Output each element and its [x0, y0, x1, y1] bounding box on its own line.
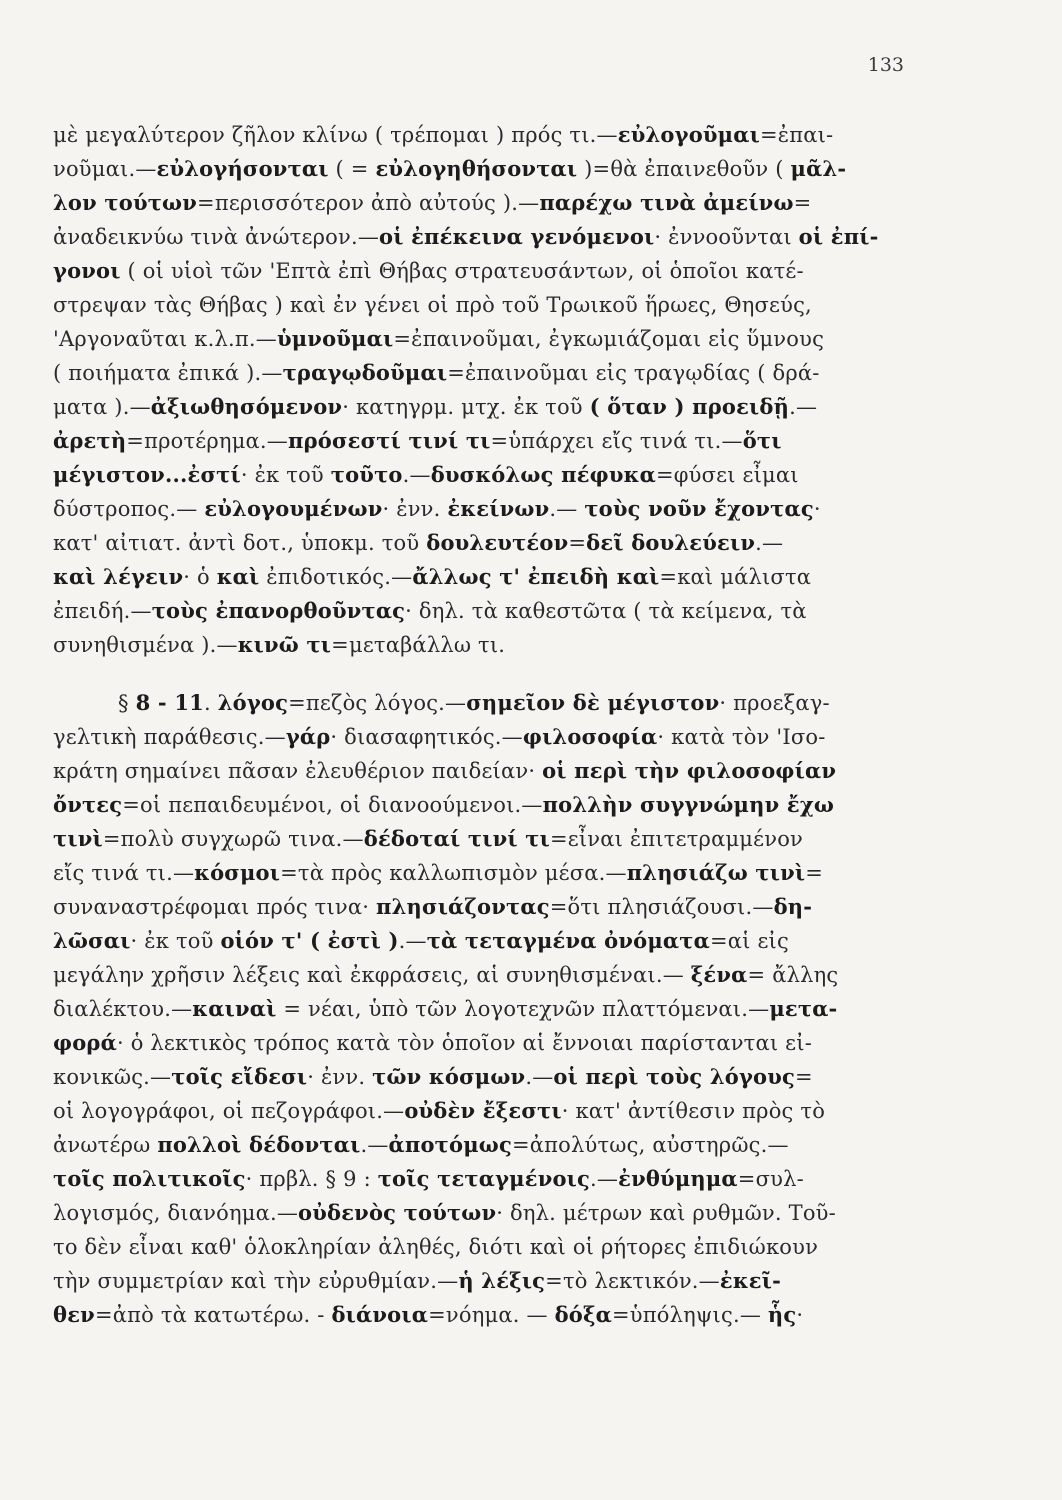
- lemma-term: λόγος: [217, 690, 289, 715]
- gloss-text: κατ' αἰτιατ. ἀντὶ δοτ., ὑποκμ. τοῦ: [53, 531, 427, 555]
- lemma-term: ξένα: [690, 962, 748, 987]
- text-line: [53, 788, 913, 822]
- lemma-term: τοῖς εἴδεσι: [171, 1064, 308, 1089]
- lemma-term: λῶσαι: [53, 928, 131, 953]
- gloss-text: μὲ μεγαλύτερον ζῆλον κλίνω ( τρέπομαι ) πρός τι.—: [53, 123, 618, 147]
- gloss-text: συναναστρέφομαι πρός τινα·: [53, 895, 377, 919]
- lemma-term: φορά: [53, 1030, 117, 1055]
- lemma-term: οἱόν τ' ( ἐστὶ ): [220, 928, 399, 953]
- lemma-term: διάνοια: [331, 1302, 429, 1327]
- lemma-term: ἧς: [767, 1302, 797, 1327]
- lemma-term: οἱ ἐπέκεινα γενόμενοι: [379, 224, 655, 249]
- gloss-text: =οἱ πεπαιδευμένοι, οἱ διανοούμενοι.—: [122, 793, 543, 817]
- text-line: [53, 356, 913, 390]
- lemma-term: οἱ ἐπί-: [798, 224, 879, 249]
- text-line: [53, 1026, 913, 1060]
- text-line: [53, 220, 913, 254]
- lemma-term: καιναὶ: [192, 996, 277, 1021]
- lemma-term: εὐλογοῦμαι: [617, 122, 760, 147]
- gloss-text: · ὁ: [183, 565, 217, 589]
- text-line: [53, 992, 913, 1026]
- gloss-text: ἀναδεικνύω τινὰ ἀνώτερον.—: [53, 225, 380, 249]
- lemma-term: τοὺς νοῦν ἔχοντας: [584, 496, 814, 521]
- gloss-text: =καὶ μάλιστα: [659, 565, 812, 589]
- gloss-text: ἐπιδοτικός.—: [259, 565, 413, 589]
- lemma-term: εὐλογουμένων: [204, 496, 383, 521]
- gloss-text: =ἐπαινοῦμαι εἰς τραγῳδίας ( δρά-: [447, 361, 820, 385]
- text-line: [53, 924, 913, 958]
- gloss-text: §: [118, 691, 136, 715]
- gloss-text: =περισσότερον ἀπὸ αὐτούς ).—: [197, 191, 540, 215]
- gloss-text: λογισμός, διανόημα.—: [53, 1201, 299, 1225]
- text-line: [53, 1298, 913, 1332]
- gloss-text: νοῦμαι.—: [53, 157, 157, 181]
- gloss-text: =πεζὸς λόγος.—: [288, 691, 467, 715]
- gloss-text: ἀνωτέρω: [53, 1133, 158, 1157]
- lemma-term: εὐλογήσονται: [156, 156, 329, 181]
- lemma-term: δυσκόλως πέφυκα: [430, 462, 656, 487]
- lemma-term: δέδοταί τινί τι: [363, 826, 550, 851]
- text-line: [53, 856, 913, 890]
- lemma-term: κινῶ τι: [237, 632, 332, 657]
- gloss-text: διαλέκτου.—: [53, 997, 193, 1021]
- text-line: [53, 288, 913, 322]
- text-line: [53, 1264, 913, 1298]
- gloss-text: ματα ).—: [53, 395, 151, 419]
- lemma-term: πολλοὶ δέδονται: [157, 1132, 361, 1157]
- lemma-term: πλησιάζοντας: [376, 894, 550, 919]
- gloss-text: · ἐκ τοῦ: [240, 463, 331, 487]
- gloss-text: = ἄλλης: [747, 963, 839, 987]
- gloss-text: · κατηγρμ. μτχ. ἐκ τοῦ: [342, 395, 590, 419]
- gloss-text: · κατ' ἀντίθεσιν πρὸς τὸ: [561, 1099, 826, 1123]
- gloss-text: ἐπειδή.—: [53, 599, 152, 623]
- lemma-term: πολλὴν συγγνώμην ἔχω: [542, 792, 835, 817]
- lemma-term: μᾶλ-: [790, 156, 847, 181]
- lemma-term: ὅτι: [742, 428, 782, 453]
- gloss-text: =φύσει εἶμαι: [655, 463, 799, 487]
- gloss-text: ( οἱ υἱοὶ τῶν 'Επτὰ ἐπὶ Θήβας στρατευσάντων, οἱ ὁποῖοι κατέ-: [120, 259, 804, 283]
- text-line: [53, 628, 913, 662]
- text-line: [53, 424, 913, 458]
- lemma-term: σημεῖον δὲ μέγιστον: [466, 690, 720, 715]
- gloss-text: 'Αργοναῦται κ.λ.π.—: [53, 327, 277, 351]
- gloss-text: οἱ λογογράφοι, οἱ πεζογράφοι.—: [53, 1099, 405, 1123]
- gloss-text: =εἶναι ἐπιτετραμμένον: [549, 827, 803, 851]
- lemma-term: τῶν κόσμων: [372, 1064, 526, 1089]
- lemma-term: κόσμοι: [194, 860, 281, 885]
- gloss-text: .: [203, 691, 218, 715]
- text-line: [53, 720, 913, 754]
- gloss-text: =συλ-: [737, 1167, 804, 1191]
- gloss-text: δύστροπος.—: [53, 497, 205, 521]
- lemma-term: ( ὅταν ) προειδῇ: [589, 394, 790, 419]
- text-line: [53, 186, 913, 220]
- gloss-text: συνηθισμένα ).—: [53, 633, 238, 657]
- gloss-text: =μεταβάλλω τι.: [331, 633, 506, 657]
- lemma-term: γονοι: [53, 258, 121, 283]
- gloss-text: =τὸ λεκτικόν.—: [545, 1269, 720, 1293]
- text-line: [53, 560, 913, 594]
- gloss-text: · διασαφητικός.—: [330, 725, 523, 749]
- lemma-term: ὑμνοῦμαι: [276, 326, 394, 351]
- text-line: [53, 118, 913, 152]
- lemma-term: τοῖς πολιτικοῖς: [53, 1166, 246, 1191]
- lemma-term: τραγῳδοῦμαι: [282, 360, 448, 385]
- gloss-text: .—: [549, 497, 585, 521]
- gloss-text: =αἱ εἰς: [709, 929, 789, 953]
- paragraph-gap: [53, 662, 913, 686]
- gloss-text: · ὁ λεκτικὸς τρόπος κατὰ τὸν ὁποῖον αἱ ἔννοιαι παρίστανται εἰ-: [116, 1031, 812, 1055]
- lemma-term: τὰ τεταγμένα ὀνόματα: [426, 928, 710, 953]
- gloss-text: μεγάλην χρῆσιν λέξεις καὶ ἐκφράσεις, αἱ συνηθισμέναι.—: [53, 963, 691, 987]
- gloss-text: κράτη σημαίνει πᾶσαν ἐλευθέριον παιδείαν·: [53, 759, 543, 783]
- lemma-term: ἐκείνων: [447, 496, 550, 521]
- gloss-text: · δηλ. μέτρων καὶ ρυθμῶν. Τοῦ-: [496, 1201, 836, 1225]
- lemma-term: δη-: [773, 894, 813, 919]
- gloss-text: · πρβλ. § 9 :: [245, 1167, 378, 1191]
- gloss-text: το δὲν εἶναι καθ' ὁλοκληρίαν ἀληθές, διότι καὶ οἱ ρήτορες ἐπιδιώκουν: [53, 1235, 819, 1259]
- text-line: [53, 594, 913, 628]
- text-line: [53, 526, 913, 560]
- text-line: [53, 1196, 913, 1230]
- lemma-term: οἱ περὶ τὴν φιλοσοφίαν: [542, 758, 837, 783]
- commentary-text: [53, 118, 913, 1332]
- lemma-term: ἀξιωθησόμενον: [150, 394, 343, 419]
- lemma-term: τινὶ: [53, 826, 103, 851]
- gloss-text: = νέαι, ὑπὸ τῶν λογοτεχνῶν πλαττόμεναι.—: [276, 997, 770, 1021]
- text-line: [53, 890, 913, 924]
- page-number: 133: [867, 54, 904, 76]
- gloss-text: =πολὺ συγχωρῶ τινα.—: [102, 827, 364, 851]
- gloss-text: =: [805, 861, 824, 885]
- lemma-term: δεῖ δουλεύειν: [586, 530, 756, 555]
- gloss-text: =: [793, 191, 812, 215]
- lemma-term: καὶ λέγειν: [53, 564, 184, 589]
- text-line: [53, 458, 913, 492]
- gloss-text: στρεψαν τὰς Θήβας ) καὶ ἐν γένει οἱ πρὸ τοῦ Τρωικοῦ ἥρωες, Θησεύς,: [53, 293, 812, 317]
- gloss-text: · δηλ. τὰ καθεστῶτα ( τὰ κείμενα, τὰ: [405, 599, 807, 623]
- gloss-text: κονικῶς.—: [53, 1065, 172, 1089]
- lemma-term: εὐλογηθήσονται: [375, 156, 578, 181]
- lemma-term: πλησιάζω τινὶ: [626, 860, 806, 885]
- text-line: [53, 1128, 913, 1162]
- text-line: [53, 686, 913, 720]
- gloss-text: .—: [590, 1167, 619, 1191]
- text-line: [53, 152, 913, 186]
- lemma-term: τοὺς ἐπανορθοῦντας: [151, 598, 406, 623]
- lemma-term: δουλευτέον: [426, 530, 569, 555]
- lemma-term: ἀποτόμως: [388, 1132, 512, 1157]
- gloss-text: =προτέρημα.—: [126, 429, 289, 453]
- text-line: [53, 1162, 913, 1196]
- lemma-term: λον τούτων: [53, 190, 198, 215]
- text-line: [53, 390, 913, 424]
- lemma-term: οὐδενὸς τούτων: [298, 1200, 497, 1225]
- lemma-term: καὶ: [216, 564, 260, 589]
- text-line: [53, 1230, 913, 1264]
- lemma-term: ἄλλως τ' ἐπειδὴ καὶ: [412, 564, 660, 589]
- gloss-text: =: [795, 1065, 813, 1089]
- lemma-term: 8 - 11: [135, 690, 204, 715]
- lemma-term: μέγιστον...ἐστί: [53, 462, 241, 487]
- gloss-text: .—: [525, 1065, 554, 1089]
- lemma-term: ἐκεῖ-: [719, 1268, 782, 1293]
- lemma-term: μετα-: [769, 996, 838, 1021]
- lemma-term: τοῖς τεταγμένοις: [377, 1166, 591, 1191]
- text-line: [53, 1060, 913, 1094]
- lemma-term: τοῦτο: [330, 462, 403, 487]
- gloss-text: ·: [813, 497, 821, 521]
- lemma-term: θεν: [53, 1302, 95, 1327]
- lemma-term: οὐδὲν ἔξεστι: [404, 1098, 562, 1123]
- gloss-text: γελτικὴ παράθεσις.—: [53, 725, 286, 749]
- text-line: [53, 958, 913, 992]
- gloss-text: τὴν συμμετρίαν καὶ τὴν εὐρυθμίαν.—: [53, 1269, 459, 1293]
- gloss-text: =νόημα. —: [428, 1303, 555, 1327]
- lemma-term: ἀρετὴ: [53, 428, 127, 453]
- text-line: [53, 754, 913, 788]
- gloss-text: · ἐκ τοῦ: [130, 929, 221, 953]
- lemma-term: ὄντες: [53, 792, 123, 817]
- gloss-text: =ἀπὸ τὰ κατωτέρω. -: [94, 1303, 332, 1327]
- gloss-text: · ἐννοοῦνται: [654, 225, 799, 249]
- gloss-text: · προεξαγ-: [719, 691, 830, 715]
- gloss-text: =ὑπάρχει εἴς τινά τι.—: [490, 429, 743, 453]
- gloss-text: =τὰ πρὸς καλλωπισμὸν μέσα.—: [280, 861, 627, 885]
- gloss-text: .—: [402, 463, 431, 487]
- gloss-text: =ὅτι πλησιάζουσι.—: [549, 895, 774, 919]
- lemma-term: οἱ περὶ τοὺς λόγους: [553, 1064, 796, 1089]
- gloss-text: )=θὰ ἐπαινεθοῦν (: [577, 157, 791, 181]
- gloss-text: .—: [398, 929, 427, 953]
- text-line: [53, 492, 913, 526]
- text-line: [53, 322, 913, 356]
- gloss-text: .—: [789, 395, 818, 419]
- lemma-term: γάρ: [285, 724, 331, 749]
- gloss-text: .—: [755, 531, 784, 555]
- text-line: [53, 1094, 913, 1128]
- gloss-text: .—: [360, 1133, 389, 1157]
- text-line: [53, 822, 913, 856]
- gloss-text: =ἀπολύτως, αὐστηρῶς.—: [511, 1133, 789, 1157]
- text-line: [53, 254, 913, 288]
- gloss-text: ( =: [328, 157, 376, 181]
- gloss-text: εἴς τινά τι.—: [53, 861, 195, 885]
- lemma-term: δόξα: [554, 1302, 612, 1327]
- gloss-text: · ἐνν.: [382, 497, 448, 521]
- lemma-term: φιλοσοφία: [522, 724, 658, 749]
- lemma-term: πρόσεστί τινί τι: [288, 428, 491, 453]
- lemma-term: ἡ λέξις: [458, 1268, 546, 1293]
- gloss-text: =ἐπαινοῦμαι, ἐγκωμιάζομαι εἰς ὕμνους: [393, 327, 825, 351]
- gloss-text: ( ποιήματα ἐπικά ).—: [53, 361, 283, 385]
- gloss-text: · ἐνν.: [307, 1065, 373, 1089]
- lemma-term: ἐνθύμημα: [618, 1166, 738, 1191]
- lemma-term: παρέχω τινὰ ἀμείνω: [539, 190, 794, 215]
- gloss-text: ·: [796, 1303, 804, 1327]
- gloss-text: =: [568, 531, 587, 555]
- gloss-text: =ὑπόληψις.—: [611, 1303, 768, 1327]
- gloss-text: =ἐπαι-: [759, 123, 834, 147]
- gloss-text: · κατὰ τὸν 'Ισο-: [657, 725, 826, 749]
